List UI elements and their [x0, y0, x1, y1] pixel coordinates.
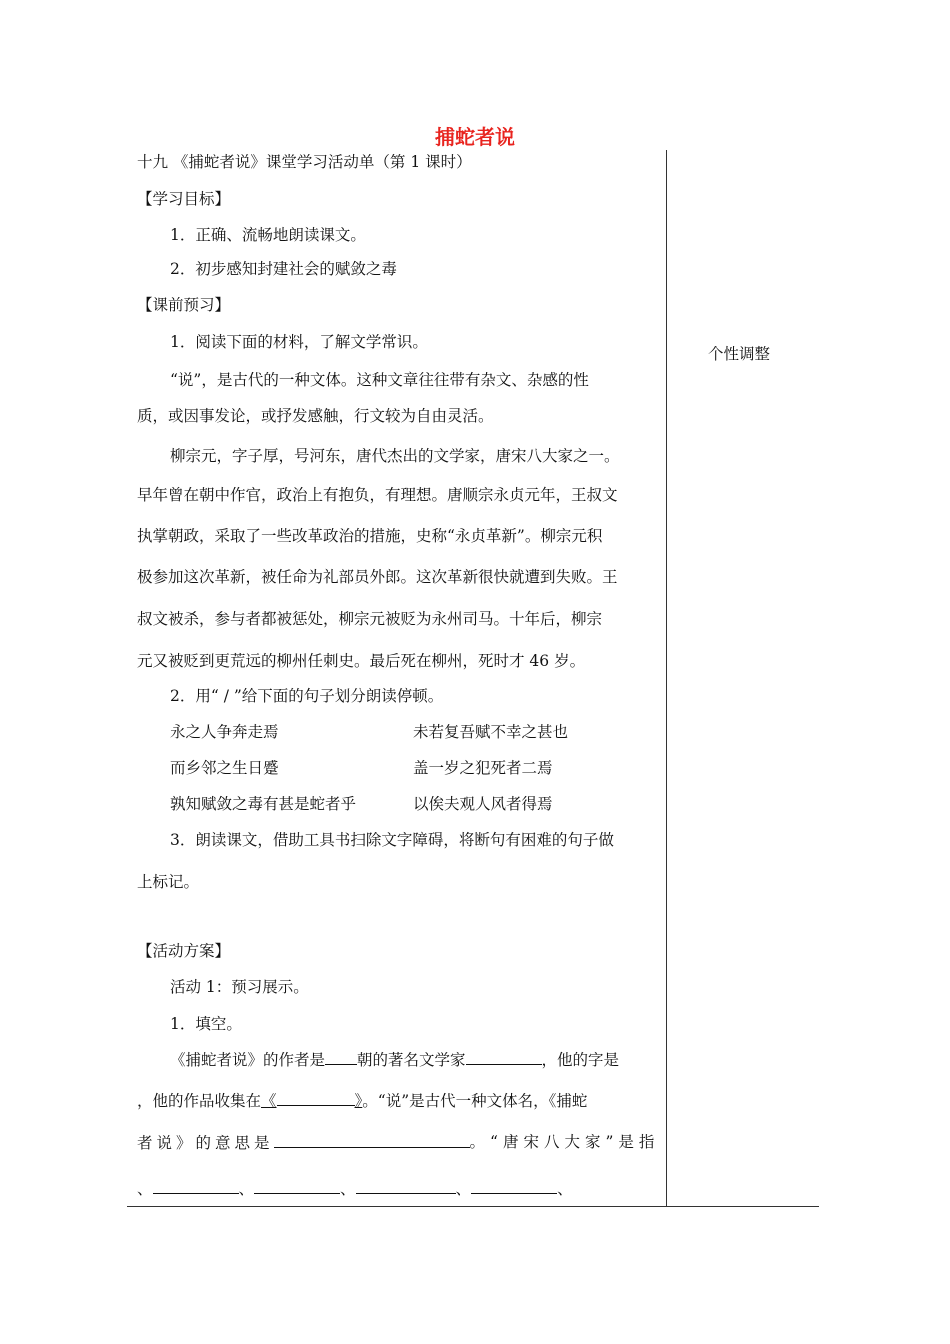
- goal-item: 2．初步感知封建社会的赋敛之毒: [170, 260, 397, 278]
- fill-line-3: 者说》的意思是 。“唐宋八大家”是指: [137, 1133, 660, 1152]
- dynasty-blank[interactable]: [325, 1048, 357, 1065]
- column-divider: [666, 150, 667, 1207]
- fill-line-3-start: 者说》的意思是: [137, 1131, 470, 1154]
- shuo-paragraph-line: 质，或因事发论，或抒发感触，行文较为自由灵活。: [137, 407, 494, 425]
- shuo-paragraph-line: “说”，是古代的一种文体。这种文章往往带有杂文、杂感的性: [170, 371, 589, 389]
- liu-paragraph-line: 元又被贬到更荒远的柳州任刺史。最后死在柳州，死时才 46 岁。: [137, 652, 586, 670]
- preview-item-1: 1．阅读下面的材料，了解文学常识。: [170, 333, 428, 351]
- preview-item-3-line: 上标记。: [137, 873, 200, 891]
- sentence-left: 而乡邻之生日蹙: [170, 759, 279, 777]
- preview-heading: 【课前预习】: [137, 296, 231, 314]
- liu-paragraph-line: 早年曾在朝中作官，政治上有抱负，有理想。唐顺宗永贞元年，王叔文: [137, 486, 618, 504]
- author-blank[interactable]: [466, 1048, 542, 1065]
- goal-item: 1．正确、流畅地朗读课文。: [170, 226, 366, 244]
- eight-masters-blank-3[interactable]: [356, 1177, 456, 1194]
- liu-paragraph-line: 执掌朝政，采取了一些改革政治的措施，史称“永贞革新”。柳宗元积: [137, 527, 603, 545]
- eight-masters-blank-2[interactable]: [254, 1177, 340, 1194]
- sentence-left: 永之人争奔走焉: [170, 723, 279, 741]
- preview-item-2: 2．用“ / ”给下面的句子划分朗读停顿。: [170, 687, 444, 705]
- sentence-right: 以俟夫观人风者得焉: [413, 795, 553, 813]
- sentence-right: 盖一岁之犯死者二焉: [413, 759, 553, 777]
- collection-blank[interactable]: [277, 1089, 355, 1106]
- document-title: 捕蛇者说: [435, 125, 515, 149]
- fill-line-2: ，他的作品收集在《 》。“说”是古代一种文体名，《捕蛇: [137, 1089, 587, 1112]
- sentence-right: 未若复吾赋不幸之甚也: [413, 723, 569, 741]
- sentence-left: 孰知赋敛之毒有甚是蛇者乎: [170, 795, 357, 813]
- goals-heading: 【学习目标】: [137, 190, 231, 208]
- eight-masters-blank-4[interactable]: [471, 1177, 557, 1194]
- fill-in-label: 1．填空。: [170, 1015, 242, 1033]
- fill-line-4: 、 、 、 、 、: [137, 1177, 573, 1200]
- meaning-blank[interactable]: [274, 1131, 470, 1148]
- liu-paragraph-line: 叔文被杀，参与者都被惩处，柳宗元被贬为永州司马。十年后，柳宗: [137, 610, 603, 628]
- eight-masters-blank-1[interactable]: [153, 1177, 239, 1194]
- bottom-rule: [127, 1206, 819, 1207]
- activity-heading: 【活动方案】: [137, 942, 231, 960]
- liu-paragraph-line: 柳宗元，字子厚，号河东，唐代杰出的文学家，唐宋八大家之一。: [170, 447, 620, 465]
- side-column-label: 个性调整: [708, 345, 771, 363]
- worksheet-header: 十九 《捕蛇者说》课堂学习活动单（第 1 课时）: [137, 153, 472, 171]
- fill-line-1: 《捕蛇者说》的作者是 朝的著名文学家 ，他的字是: [170, 1048, 619, 1071]
- preview-item-3-line: 3．朗读课文，借助工具书扫除文字障碍，将断句有困难的句子做: [170, 831, 614, 849]
- liu-paragraph-line: 极参加这次革新，被任命为礼部员外郎。这次革新很快就遭到失败。王: [137, 568, 618, 586]
- activity-1-label: 活动 1：预习展示。: [170, 978, 309, 996]
